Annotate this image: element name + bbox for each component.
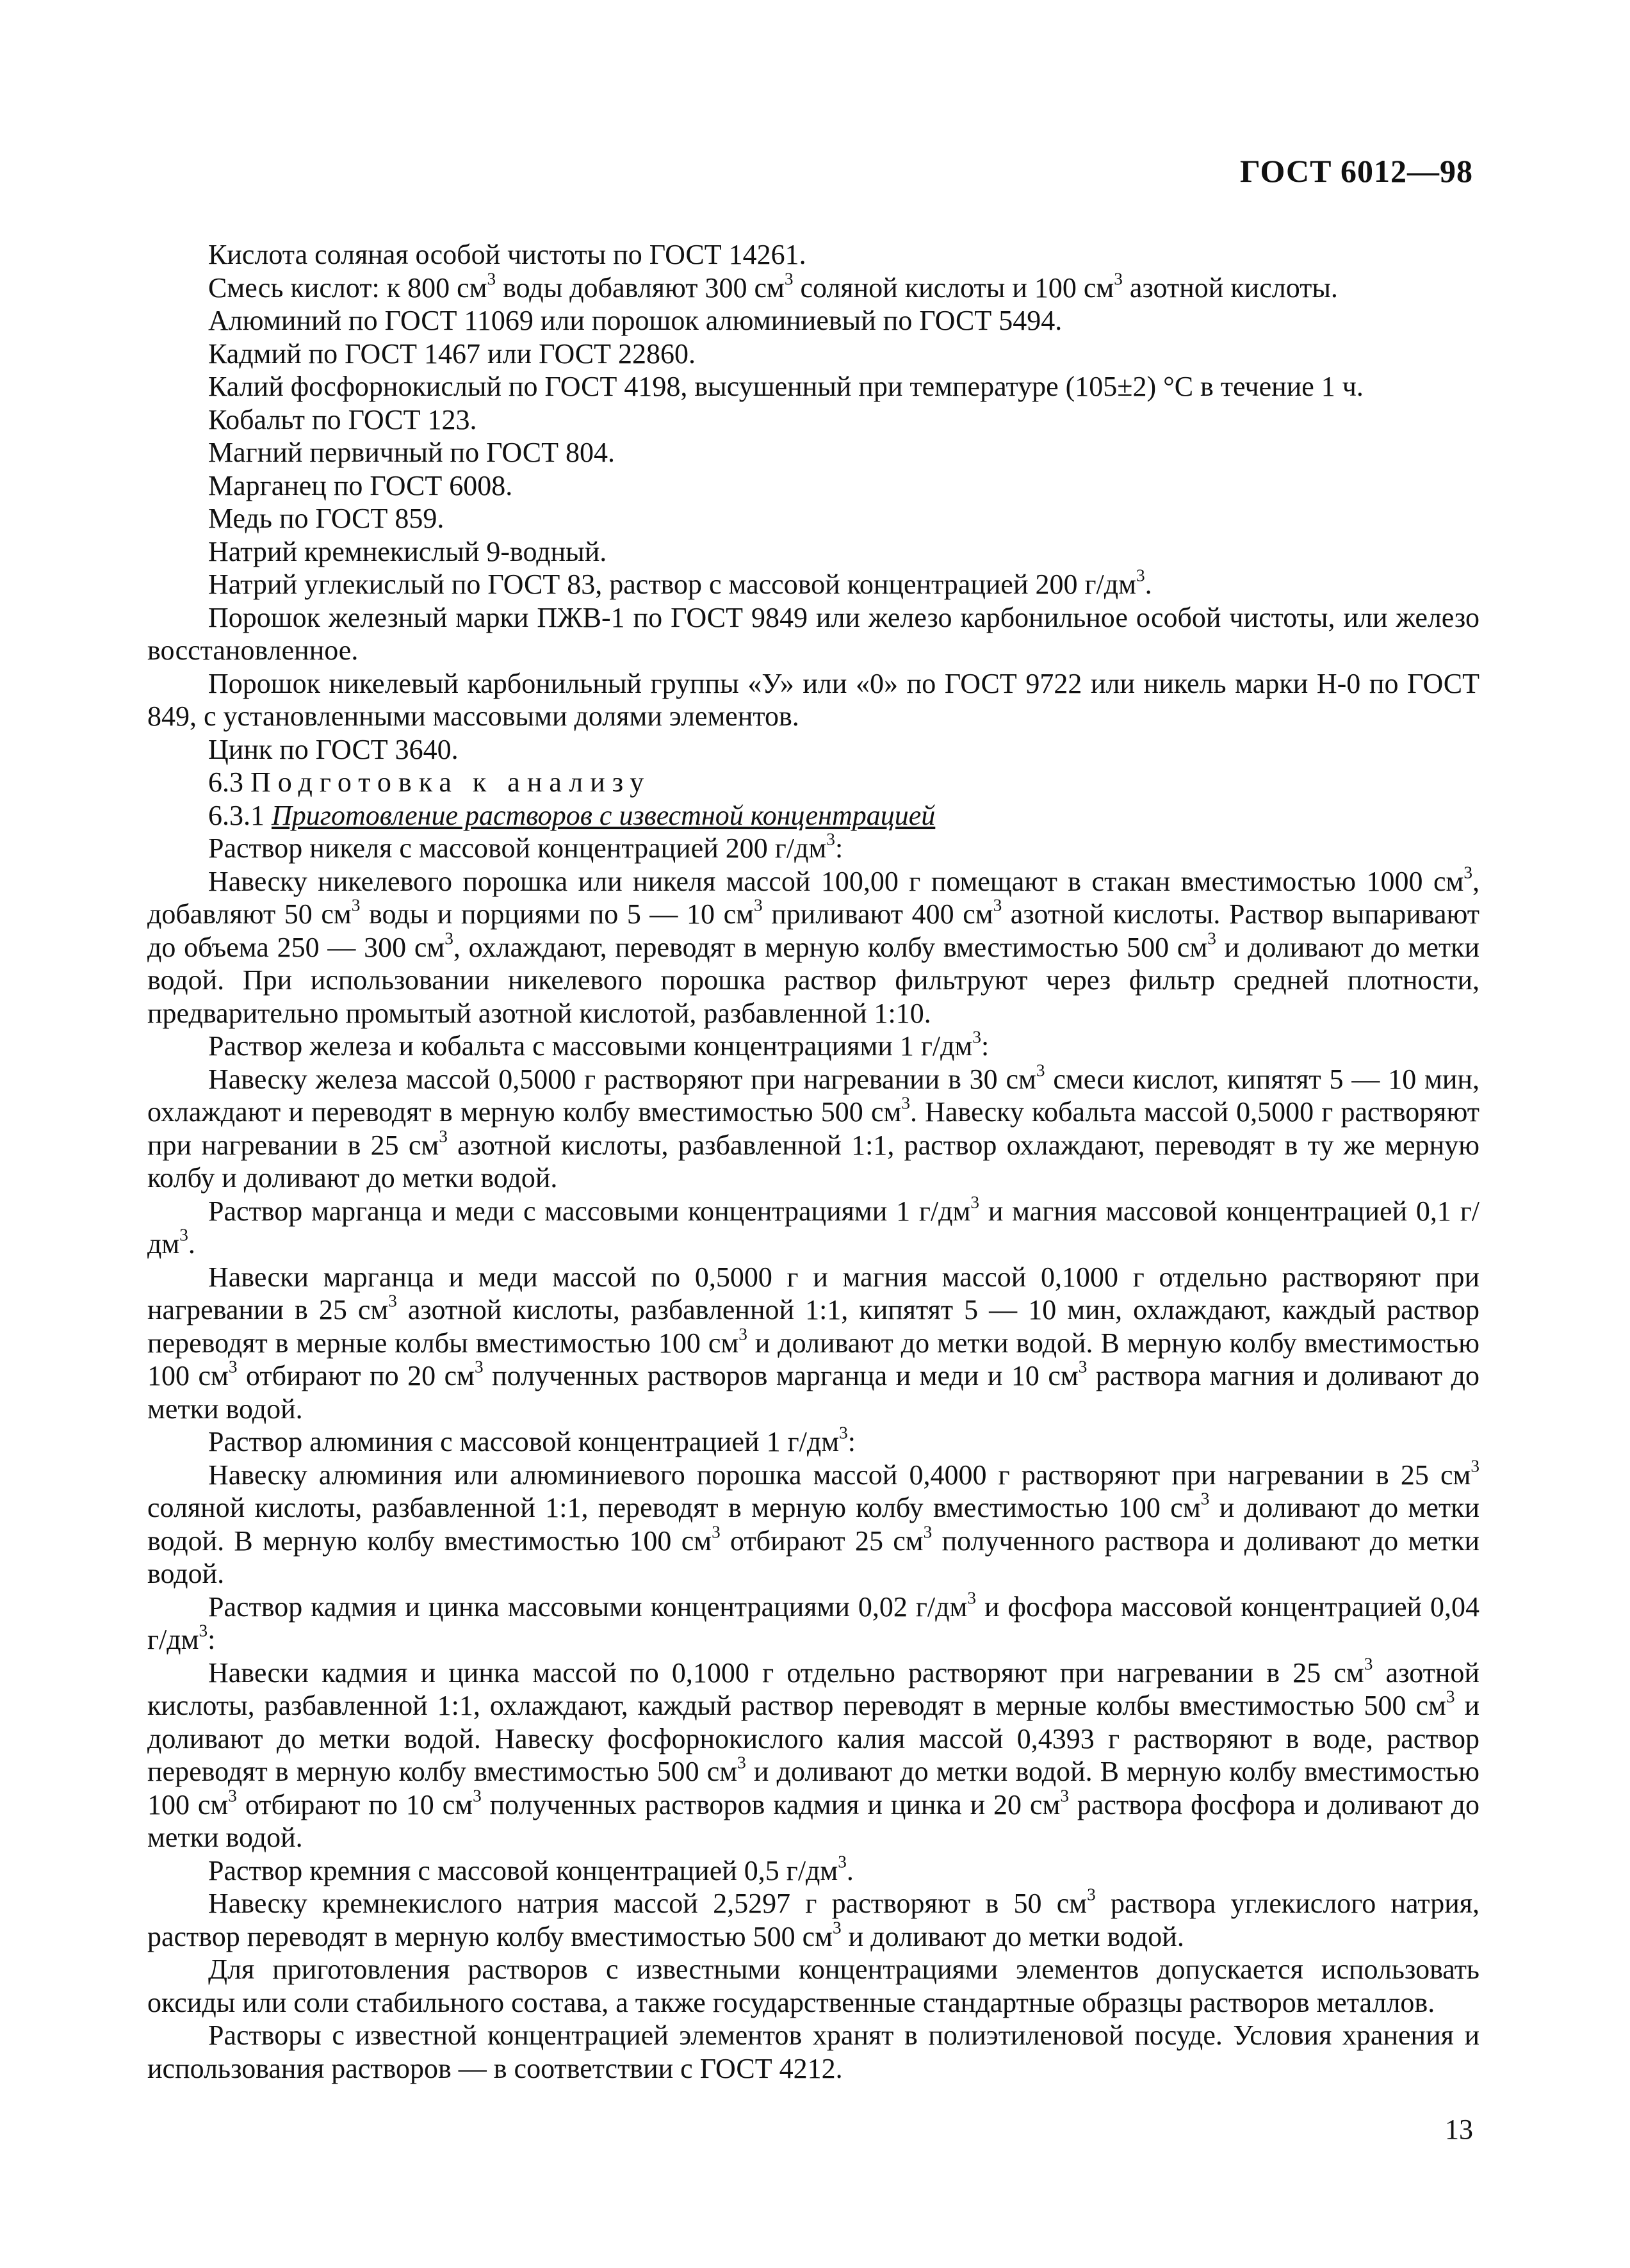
superscript-3: 3 bbox=[1364, 1653, 1373, 1673]
superscript-3: 3 bbox=[753, 895, 763, 915]
reagent-item: Кадмий по ГОСТ 1467 или ГОСТ 22860. bbox=[208, 337, 696, 369]
reagent-item: Порошок железный марки ПЖВ-1 по ГОСТ 9849 или железо карбонильное особой чистоты, или железо восстановленное. bbox=[147, 601, 1479, 666]
superscript-3: 3 bbox=[826, 829, 835, 849]
reagent-item: Порошок никелевый карбонильный группы «У» или «0» по ГОСТ 9722 или никель марки Н-0 по ГОСТ 849, с установленными массовыми долями элементов. bbox=[147, 667, 1479, 732]
reagent-item: Кислота соляная особой чистоты по ГОСТ 14261. bbox=[208, 239, 806, 270]
reagent-item: Магний первичный по ГОСТ 804. bbox=[208, 437, 615, 468]
paragraph: Для приготовления растворов с известными концентрациями элементов допускается использовать оксиды или соли стабильного состава, а также государственные стандартные образцы растворов металлов. bbox=[147, 1954, 1479, 2018]
superscript-3: 3 bbox=[228, 1357, 238, 1377]
paragraph: Навески кадмия и цинка массой по 0,1000 г отдельно растворяют при нагревании в 25 $см^3$ азотной кислоты, разбавленной 1:1, охлаждают, каждый раствор переводят в мерные колбы вместимостью 500 $см^3$ и доливают до метки водой. Навеску фосфорнокислого калия массой 0,4393 г растворяют в воде, раствор переводят в мерную колбу вместимостью 500 $см^3$ и доливают до метки водой. В мерную колбу вместимостью 100 $см^3$ отбирают по 10 $см^3$ полученных растворов кадмия и цинка и 20 $см^3$ раствора фосфора и доливают до метки водой. bbox=[147, 1653, 1479, 1853]
reagent-item: Натрий кремнекислый 9-водный. bbox=[208, 535, 607, 567]
superscript-3: 3 bbox=[970, 1192, 980, 1211]
superscript-3: 3 bbox=[1207, 928, 1216, 948]
subsection-title: Приготовление растворов с известной концентрацией bbox=[272, 799, 936, 831]
superscript-3: 3 bbox=[784, 268, 794, 288]
reagent-item: Смесь кислот: к 800 $см^3$ воды добавляют 300 $см^3$ соляной кислоты и 100 $см^3$ азотной кислоты. bbox=[208, 268, 1338, 304]
superscript-3: 3 bbox=[737, 1753, 746, 1772]
subsection-number: 6.3.1 bbox=[208, 799, 265, 831]
superscript-3: 3 bbox=[351, 895, 361, 915]
superscript-3: 3 bbox=[972, 1027, 982, 1047]
superscript-3: 3 bbox=[473, 1785, 482, 1805]
reagent-item: Марганец по ГОСТ 6008. bbox=[208, 469, 513, 501]
superscript-3: 3 bbox=[199, 1621, 208, 1640]
superscript-3: 3 bbox=[487, 268, 496, 288]
superscript-3: 3 bbox=[1463, 862, 1472, 882]
superscript-3: 3 bbox=[738, 1324, 747, 1343]
superscript-3: 3 bbox=[228, 1785, 237, 1805]
superscript-3: 3 bbox=[1087, 1884, 1096, 1904]
superscript-3: 3 bbox=[1078, 1357, 1088, 1377]
superscript-3: 3 bbox=[923, 1521, 933, 1541]
paragraph: Навеску кремнекислого натрия массой 2,5297 г растворяют в 50 $см^3$ раствора углекислого натрия, раствор переводят в мерную колбу вместимостью 500 $см^3$ и доливают до метки водой. bbox=[147, 1884, 1479, 1952]
superscript-3: 3 bbox=[993, 895, 1002, 915]
section-number: 6.3 bbox=[208, 766, 243, 798]
superscript-3: 3 bbox=[1060, 1785, 1069, 1805]
paragraph: Растворы с известной концентрацией элементов хранят в полиэтиленовой посуде. Условия хранения и использования растворов — в соответствии с ГОСТ 4212. bbox=[147, 2020, 1479, 2084]
paragraph: Раствор кремния с массовой концентрацией 0,5 $г/дм^3$. bbox=[208, 1851, 854, 1886]
paragraph: Навеску никелевого порошка или никеля массой 100,00 г помещают в стакан вместимостью 1000 $см^3$, добавляют 50 $см^3$ воды и порциями по 5 — 10 $см^3$ приливают 400 $см^3$ азотной кислоты. Раствор выпаривают до объема 250 — 300 $см^3$, охлаждают, переводят в мерную колбу вместимостью 500 $см^3$ и доливают до метки водой. При использовании никелевого порошка раствор фильтруют через фильтр средней плотности, предварительно промытый азотной кислотой, разбавленной 1:10. bbox=[147, 862, 1480, 1029]
superscript-3: 3 bbox=[839, 1423, 848, 1443]
superscript-3: 3 bbox=[901, 1093, 910, 1113]
superscript-3: 3 bbox=[388, 1291, 397, 1311]
reagent-item: Цинк по ГОСТ 3640. bbox=[208, 733, 459, 765]
superscript-3: 3 bbox=[439, 1126, 448, 1146]
superscript-3: 3 bbox=[1200, 1489, 1210, 1509]
superscript-3: 3 bbox=[712, 1521, 721, 1541]
reagent-item: Медь по ГОСТ 859. bbox=[208, 503, 444, 534]
superscript-3: 3 bbox=[1446, 1687, 1455, 1706]
superscript-3: 3 bbox=[474, 1357, 484, 1377]
reagent-item: Алюминий по ГОСТ 11069 или порошок алюминиевый по ГОСТ 5494. bbox=[208, 305, 1063, 336]
superscript-3: 3 bbox=[967, 1587, 976, 1607]
reagent-item: Калий фосфорнокислый по ГОСТ 4198, высушенный при температуре (105±2) °С в течение 1 ч. bbox=[208, 371, 1364, 402]
section-heading-6-3 bbox=[147, 766, 1479, 799]
document-body bbox=[147, 238, 1479, 2085]
section-title: Подготовка к анализу bbox=[250, 766, 651, 798]
page-number: 13 bbox=[1445, 2114, 1473, 2145]
paragraph: Раствор марганца и меди с массовыми концентрациями 1 $г/дм^3$ и магния массовой концентрацией 0,1 $г/дм^3$. bbox=[147, 1192, 1479, 1260]
superscript-3: 3 bbox=[1114, 268, 1123, 288]
superscript-3: 3 bbox=[833, 1917, 842, 1937]
paragraph: Раствор никеля с массовой концентрацией 200 $г/дм^3$: bbox=[208, 829, 844, 864]
paragraph: Раствор железа и кобальта с массовыми концентрациями 1 $г/дм^3$: bbox=[208, 1027, 990, 1062]
paragraph: Навески марганца и меди массой по 0,5000 г и магния массой 0,1000 г отдельно растворяют при нагревании в 25 $см^3$ азотной кислоты, разбавленной 1:1, кипятят 5 — 10 мин, охлаждают, каждый раствор переводят в мерные колбы вместимостью 100 $см^3$ и доливают до метки водой. В мерную колбу вместимостью 100 $см^3$ отбирают по 20 $см^3$ полученных растворов марганца и меди и 10 $см^3$ раствора магния и доливают до метки водой. bbox=[147, 1261, 1480, 1425]
paragraph: Навеску железа массой 0,5000 г растворяют при нагревании в 30 $см^3$ смеси кислот, кипятят 5 — 10 мин, охлаждают и переводят в мерную колбу вместимостью 500 $см^3$. Навеску кобальта массой 0,5000 г растворяют при нагревании в 25 $см^3$ азотной кислоты, разбавленной 1:1, раствор охлаждают, переводят в ту же мерную колбу и доливают до метки водой. bbox=[147, 1060, 1479, 1194]
reagent-item: Натрий углекислый по ГОСТ 83, раствор с массовой концентрацией 200 $г/дм^3$. bbox=[208, 565, 1152, 600]
paragraph: Раствор кадмия и цинка массовыми концентрациями 0,02 $г/дм^3$ и фосфора массовой концентрацией 0,04 $г/дм^3$: bbox=[147, 1587, 1480, 1655]
superscript-3: 3 bbox=[1471, 1455, 1479, 1475]
document-header: ГОСТ 6012—98 bbox=[1239, 153, 1473, 189]
paragraph: Навеску алюминия или алюминиевого порошка массой 0,4000 г растворяют при нагревании в 25 $см^3$ соляной кислоты, разбавленной 1:1, переводят в мерную колбу вместимостью 100 $см^3$ и доливают до метки водой. В мерную колбу вместимостью 100 $см^3$ отбирают 25 $см^3$ полученного раствора и доливают до метки водой. bbox=[147, 1455, 1480, 1589]
reagent-item: Кобальт по ГОСТ 123. bbox=[208, 403, 477, 435]
superscript-3: 3 bbox=[1036, 1060, 1045, 1080]
subsection-heading-6-3-1 bbox=[147, 799, 1479, 832]
superscript-3: 3 bbox=[1136, 565, 1145, 585]
paragraph: Раствор алюминия с массовой концентрацией 1 $г/дм^3$: bbox=[208, 1423, 856, 1457]
superscript-3: 3 bbox=[179, 1225, 188, 1245]
superscript-3: 3 bbox=[444, 928, 453, 948]
superscript-3: 3 bbox=[838, 1851, 847, 1871]
